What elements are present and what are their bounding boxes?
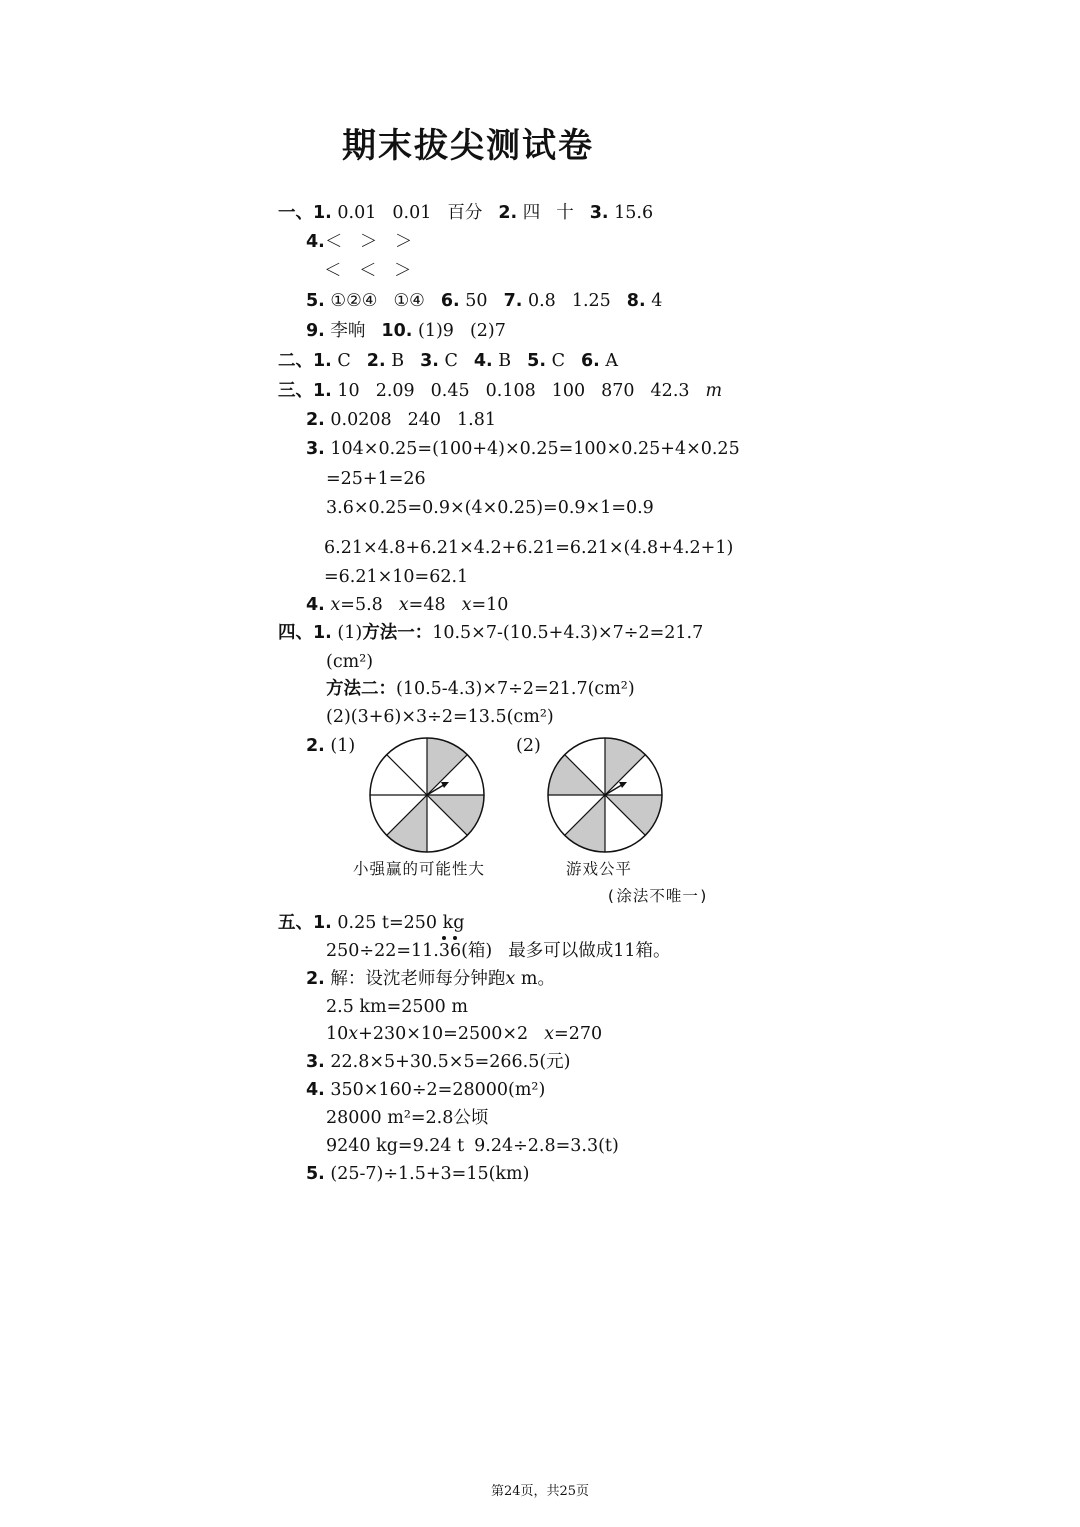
spinner-1-caption: 小强赢的可能性大 [353,860,486,878]
coloring-note: (涂法不唯一) [606,887,710,905]
shaded-sector [565,795,605,852]
shaded-sector [427,795,484,835]
s5-line3: 2. 解：设沈老师每分钟跑x m。 [306,969,555,989]
s1-line5: 9. 李响 10. (1)9 (2)7 [306,321,506,341]
shaded-sector [427,738,467,795]
s1-line2: 4.＜ ＞ ＞ [306,232,413,252]
s3-line2: 2. 0.0208 240 1.81 [306,410,497,430]
s1-line4: 5. ①②④ ①④ 6. 50 7. 0.8 1.25 8. 4 [306,291,663,311]
s5-line10: 5. (25-7)÷1.5+3=15(km) [306,1164,530,1184]
s5-line2: 250÷22=11. 36(箱) 最多可以做成11箱。 [326,940,671,962]
s4-line4: (2)(3+6)×3÷2=13.5(cm²) [326,707,554,727]
s2-line: 二、1. C 2. B 3. C 4. B 5. C 6. A [278,351,618,371]
s3-line3: 3. 104×0.25=(100+4)×0.25=100×0.25+4×0.25 [306,439,740,459]
s4-q2-label1: 2. (1) [306,736,356,756]
s5-line9: 9240 kg=9.24 t 9.24÷2.8=3.3(t) [326,1136,619,1156]
s4-line1: 四、1. (1)方法一：10.5×7-(10.5+4.3)×7÷2=21.7 [278,623,704,643]
s5-line6: 3. 22.8×5+30.5×5=266.5(元) [306,1052,571,1072]
s4-line3: 方法二：(10.5-4.3)×7÷2=21.7(cm²) [326,679,635,699]
s5-line1: 五、1. 0.25 t=250 kg [278,913,465,933]
s3-line4: =25+1=26 [326,469,426,489]
s3-line8: 4. x=5.8 x=48 x=10 [306,595,509,615]
s4-q2-label2: (2) [516,736,541,756]
s5-line5: 10x+230×10=2500×2 x=270 [326,1024,603,1044]
s3-line5: 3.6×0.25=0.9×(4×0.25)=0.9×1=0.9 [326,498,654,518]
page-title: 期末拔尖测试卷 [342,126,594,166]
s5-line4: 2.5 km=2500 m [326,997,468,1017]
shaded-sector [548,755,605,795]
s4-line2: (cm²) [326,652,374,672]
s1-line3: ＜ ＜ ＞ [324,261,412,281]
page-footer: 第24页，共25页 [490,1484,590,1499]
spinner-1 [367,735,487,855]
spinner-2 [545,735,665,855]
s5-line8: 28000 m²=2.8公顷 [326,1108,489,1128]
shaded-sector [605,795,662,835]
shaded-sector [605,738,645,795]
s5-line7: 4. 350×160÷2=28000(m²) [306,1080,546,1100]
shaded-sector [387,795,427,852]
s3-line1: 三、1. 10 2.09 0.45 0.108 100 870 42.3 m [278,381,723,401]
s3-line7: =6.21×10=62.1 [324,567,469,587]
s3-line6: 6.21×4.8+6.21×4.2+6.21=6.21×(4.8+4.2+1) [324,538,734,558]
repeating-digits: 36 [438,941,462,961]
spinner-2-caption: 游戏公平 [566,860,633,878]
repeating-dots-icon [439,934,463,942]
s1-line1: 一、1. 0.01 0.01 百分 2. 四 十 3. 15.6 [278,203,654,223]
